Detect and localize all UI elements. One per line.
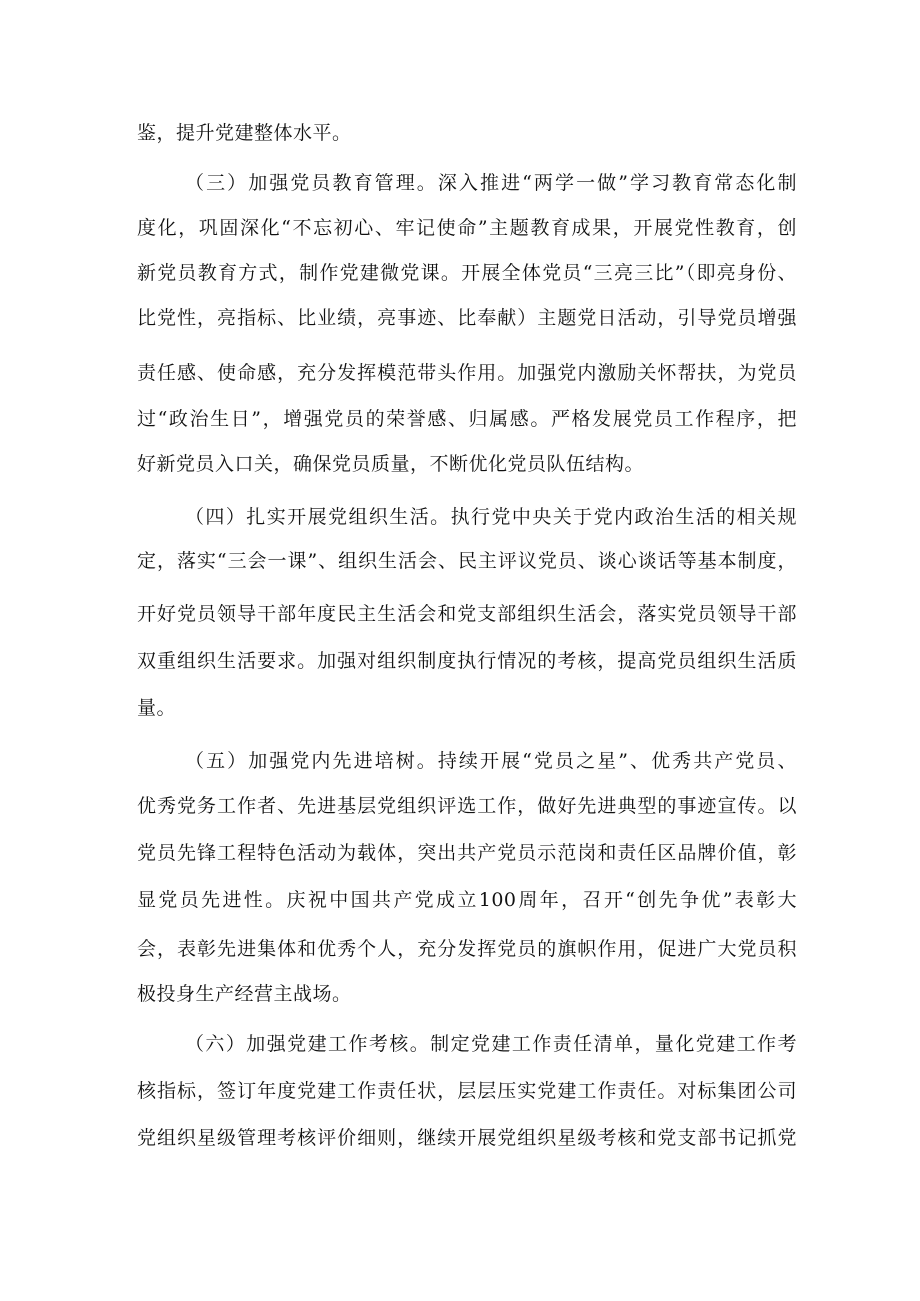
text-line: 好新党员入口关，确保党员质量，不断优化党员队伍结构。 <box>137 453 645 475</box>
text-line: 鉴，提升党建整体水平。 <box>137 122 352 144</box>
text-line: 责任感、使命感，充分发挥模范带头作用。加强党内激励关怀帮扶，为党员 <box>137 362 797 384</box>
paragraph-heading-line: （五）加强党内先进培树。持续开展“党员之星”、优秀共产党员、 <box>185 750 797 772</box>
text-line: 过“政治生日”，增强党员的荣誉感、归属感。严格发展党员工作程序，把 <box>137 408 797 430</box>
text-line: 度化，巩固深化“不忘初心、牢记使命”主题教育成果，开展党性教育，创 <box>137 217 797 239</box>
text-line: 显党员先进性。庆祝中国共产党成立100周年，召开“创先争优”表彰大 <box>137 889 797 911</box>
text-line: 双重组织生活要求。加强对组织制度执行情况的考核，提高党员组织生活质 <box>137 650 797 672</box>
text-line: 会，表彰先进集体和优秀个人，充分发挥党员的旗帜作用，促进广大党员积 <box>137 938 797 960</box>
paragraph-heading-line: （四）扎实开展党组织生活。执行党中央关于党内政治生活的相关规 <box>185 506 797 528</box>
text-line: 党组织星级管理考核评价细则，继续开展党组织星级考核和党支部书记抓党 <box>137 1127 797 1149</box>
text-line: 优秀党务工作者、先进基层党组织评选工作，做好先进典型的事迹宣传。以 <box>137 795 797 817</box>
text-line: 新党员教育方式，制作党建微党课。开展全体党员“三亮三比”（即亮身份、 <box>137 262 797 284</box>
text-line: 党员先锋工程特色活动为载体，突出共产党员示范岗和责任区品牌价值，彰 <box>137 842 797 864</box>
text-line: 开好党员领导干部年度民主生活会和党支部组织生活会，落实党员领导干部 <box>137 603 797 625</box>
paragraph-heading-line: （三）加强党员教育管理。深入推进“两学一做”学习教育常态化制 <box>185 172 797 194</box>
text-line: 量。 <box>137 697 177 719</box>
text-line: 核指标，签订年度党建工作责任状，层层压实党建工作责任。对标集团公司 <box>137 1080 797 1102</box>
text-line: 定，落实“三会一课”、组织生活会、民主评议党员、谈心谈话等基本制度， <box>137 550 797 572</box>
paragraph-heading-line: （六）加强党建工作考核。制定党建工作责任清单，量化党建工作考 <box>185 1033 797 1055</box>
text-line: 比党性，亮指标、比业绩，亮事迹、比奉献）主题党日活动，引导党员增强 <box>137 307 797 329</box>
text-line: 极投身生产经营主战场。 <box>137 983 352 1005</box>
